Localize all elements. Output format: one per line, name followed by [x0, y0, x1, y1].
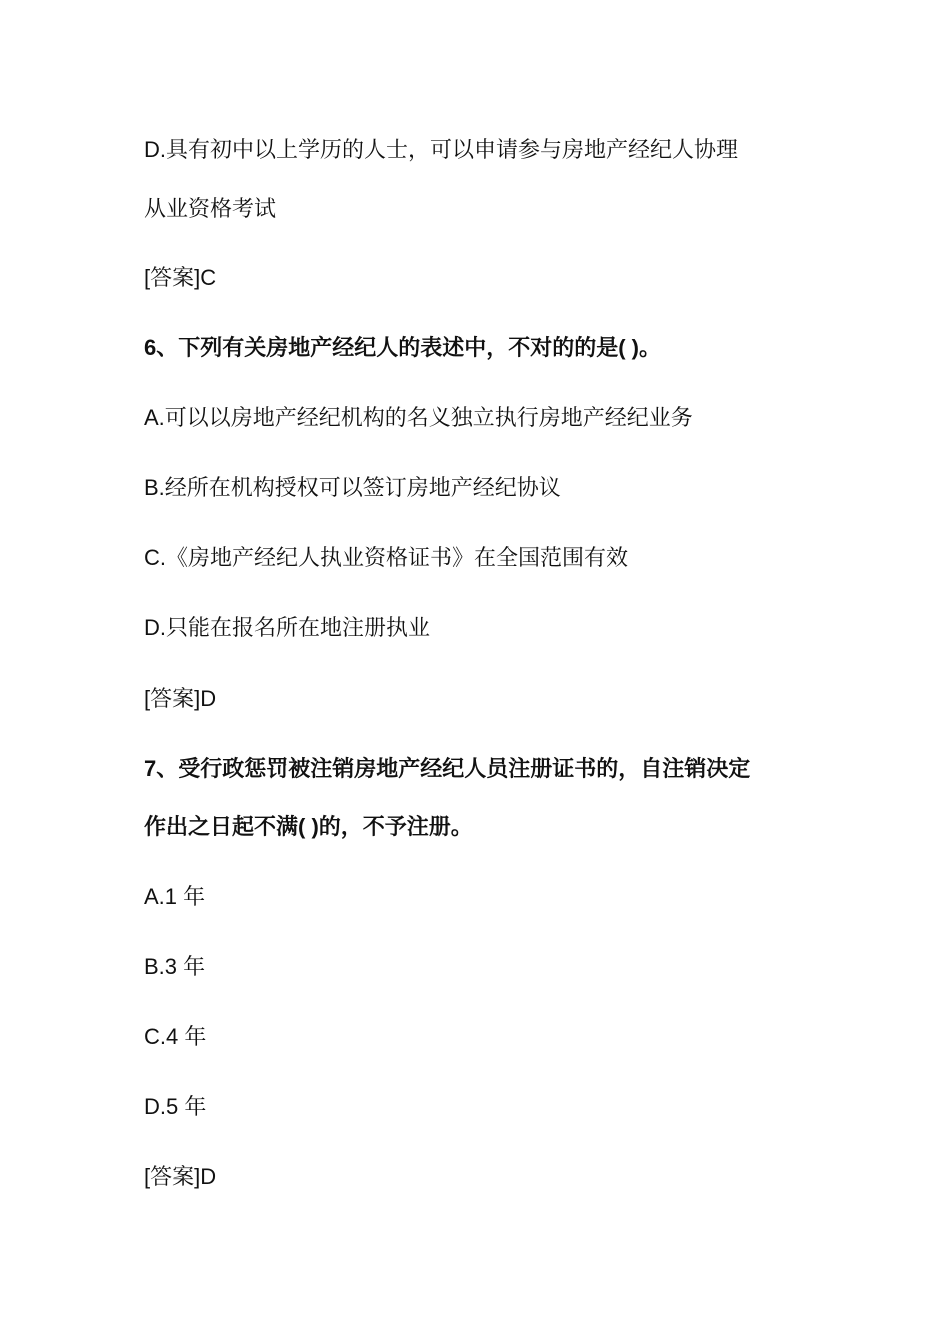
- q7-option-b: B.3 年: [144, 954, 206, 979]
- q6-answer: [答案]D: [144, 686, 217, 711]
- q7-option-d: D.5 年: [144, 1094, 207, 1119]
- q7-question-line2: 作出之日起不满( )的，不予注册。: [144, 814, 473, 839]
- q6-question: 6、下列有关房地产经纪人的表述中，不对的的是( )。: [144, 335, 662, 360]
- q6-option-b: B.经所在机构授权可以签订房地产经纪协议: [144, 475, 561, 500]
- q6-option-a: A.可以以房地产经纪机构的名义独立执行房地产经纪业务: [144, 405, 693, 430]
- q7-answer: [答案]D: [144, 1164, 217, 1189]
- q6-option-d: D.只能在报名所在地注册执业: [144, 615, 431, 640]
- q5-answer: [答案]C: [144, 265, 217, 290]
- q7-question-line1: 7、受行政惩罚被注销房地产经纪人员注册证书的，自注销决定: [144, 756, 751, 781]
- q5-option-d-line1: D.具有初中以上学历的人士，可以申请参与房地产经纪人协理: [144, 137, 739, 162]
- q7-option-a: A.1 年: [144, 884, 206, 909]
- q5-option-d-line2: 从业资格考试: [144, 196, 277, 221]
- q6-option-c: C.《房地产经纪人执业资格证书》在全国范围有效: [144, 545, 629, 570]
- q7-option-c: C.4 年: [144, 1024, 207, 1049]
